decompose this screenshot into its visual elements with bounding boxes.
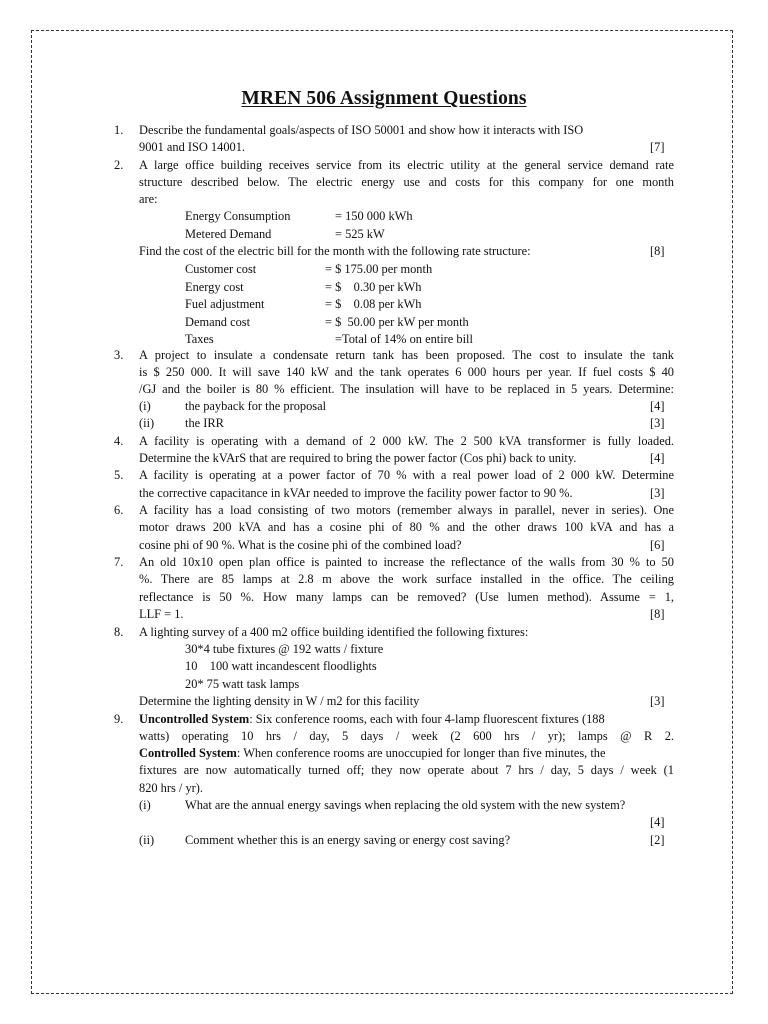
q7-line-3: reflectance is 50 %. How many lamps can be removed? (Use lumen method). Assume = 1, [139, 590, 674, 604]
q9-number: 9. [114, 712, 124, 726]
q5-mark: [3] [650, 486, 665, 500]
q2-demand-value: = 525 kW [335, 227, 385, 241]
q5-line-1: A facility is operating at a power factor of 70 % with a real power load of 2 000 kW. Determine [139, 468, 674, 482]
q8-determine: Determine the lighting density in W / m2 for this facility [139, 694, 420, 708]
q6-mark: [6] [650, 538, 665, 552]
q1-line-2: 9001 and ISO 14001. [139, 140, 246, 154]
q2-rate-value: =Total of 14% on entire bill [335, 332, 473, 346]
q2-line-2: structure described below. The electric energy use and costs for this company for one month [139, 175, 674, 189]
q2-line-3: are: [139, 192, 158, 206]
q7-line-4: LLF = 1. [139, 607, 184, 621]
q9-controlled-text: : When conference rooms are unoccupied for longer than five minutes, the [236, 746, 606, 760]
q9-line-1 [139, 711, 674, 728]
q9-line-4: fixtures are now automatically turned off; they now operate about 7 hrs / day, 5 days / week (1 [139, 763, 674, 777]
q1-mark: [7] [650, 140, 665, 154]
q2-line-1: A large office building receives service from its electric utility at the general service demand rate [139, 158, 674, 172]
q4-mark: [4] [650, 451, 665, 465]
q2-rate-label: Fuel adjustment [185, 297, 265, 311]
q4-line-1: A facility is operating with a demand of 2 000 kW. The 2 500 kVA transformer is fully loaded. [139, 434, 674, 448]
q8-fixture: 20* 75 watt task lamps [185, 677, 300, 691]
q2-rate-value: = $ 0.08 per kWh [325, 297, 422, 311]
q9-part-text: Comment whether this is an energy saving or energy cost saving? [185, 833, 511, 847]
q3-line-2: is $ 250 000. It will save 140 kW and the tank operates 6 000 hours per year. If fuel costs $ 40 [139, 365, 674, 379]
q9-controlled-label: Controlled System [139, 746, 237, 760]
q3-part-roman: (ii) [139, 416, 155, 430]
q2-rate-value: = $ 0.30 per kWh [325, 280, 422, 294]
q8-fixture: 30*4 tube fixtures @ 192 watts / fixture [185, 642, 384, 656]
q4-line-2: Determine the kVArS that are required to bring the power factor (Cos phi) back to unity. [139, 451, 577, 465]
q3-part-roman: (i) [139, 399, 151, 413]
q8-fixture: 10 100 watt incandescent floodlights [185, 659, 377, 673]
q5-line-2: the corrective capacitance in kVAr needed to improve the facility power factor to 90 %. [139, 486, 573, 500]
page-title: MREN 506 Assignment Questions [241, 88, 527, 109]
q2-number: 2. [114, 158, 124, 172]
q8-number: 8. [114, 625, 124, 639]
q9-line-2: watts) operating 10 hrs / day, 5 days / week (2 600 hrs / yr); lamps @ R 2. [139, 729, 674, 743]
q3-part-text: the payback for the proposal [185, 399, 327, 413]
q9-uncontrolled-label: Uncontrolled System [139, 712, 250, 726]
q3-line-1: A project to insulate a condensate return tank has been proposed. The cost to insulate the tank [139, 348, 674, 362]
q5-number: 5. [114, 468, 124, 482]
q9-part-roman: (i) [139, 798, 151, 812]
q3-number: 3. [114, 348, 124, 362]
q8-line-1: A lighting survey of a 400 m2 office building identified the following fixtures: [139, 625, 529, 639]
q9-part-roman: (ii) [139, 833, 155, 847]
q2-rate-value: = $ 50.00 per kW per month [325, 315, 469, 329]
q9-part-text: What are the annual energy savings when replacing the old system with the new system? [185, 798, 626, 812]
q1-line-1: Describe the fundamental goals/aspects of ISO 50001 and show how it interacts with ISO [139, 123, 584, 137]
q2-rate-label: Customer cost [185, 262, 257, 276]
q2-rate-label: Demand cost [185, 315, 251, 329]
q2-mark: [8] [650, 244, 665, 258]
q7-number: 7. [114, 555, 124, 569]
q2-energy-value: = 150 000 kWh [335, 209, 413, 223]
q6-line-1: A facility has a load consisting of two motors (remember always in parallel, never in series). One [139, 503, 674, 517]
q6-line-3: cosine phi of 90 %. What is the cosine phi of the combined load? [139, 538, 462, 552]
q3-part-text: the IRR [185, 416, 224, 430]
q2-rate-value: = $ 175.00 per month [325, 262, 433, 276]
q7-mark: [8] [650, 607, 665, 621]
q2-rate-label: Taxes [185, 332, 214, 346]
q3-line-3: /GJ and the boiler is 80 % efficient. The insulation will have to be replaced in 5 years. Determine: [139, 382, 674, 396]
q9-part-mark: [4] [650, 815, 665, 829]
q4-number: 4. [114, 434, 124, 448]
q8-mark: [3] [650, 694, 665, 708]
q2-energy-label: Energy Consumption [185, 209, 291, 223]
q9-part-mark: [2] [650, 833, 665, 847]
q9-uncontrolled-text: : Six conference rooms, each with four 4-lamp fluorescent fixtures (188 [249, 712, 605, 726]
q2-rate-label: Energy cost [185, 280, 244, 294]
q6-line-2: motor draws 200 kVA and has a cosine phi of 80 % and the other draws 100 kVA and has a [139, 520, 674, 534]
q2-demand-label: Metered Demand [185, 227, 272, 241]
q7-line-1: An old 10x10 open plan office is painted to increase the reflectance of the walls from 30 % to 50 [139, 555, 674, 569]
q9-line-3 [139, 745, 674, 762]
q9-line-5: 820 hrs / yr). [139, 781, 204, 795]
q3-part-mark: [3] [650, 416, 665, 430]
q2-find: Find the cost of the electric bill for the month with the following rate structure: [139, 244, 531, 258]
q7-line-2: %. There are 85 lamps at 2.8 m above the work surface installed in the office. The ceiling [139, 572, 674, 586]
q1-number: 1. [114, 123, 124, 137]
q6-number: 6. [114, 503, 124, 517]
q3-part-mark: [4] [650, 399, 665, 413]
